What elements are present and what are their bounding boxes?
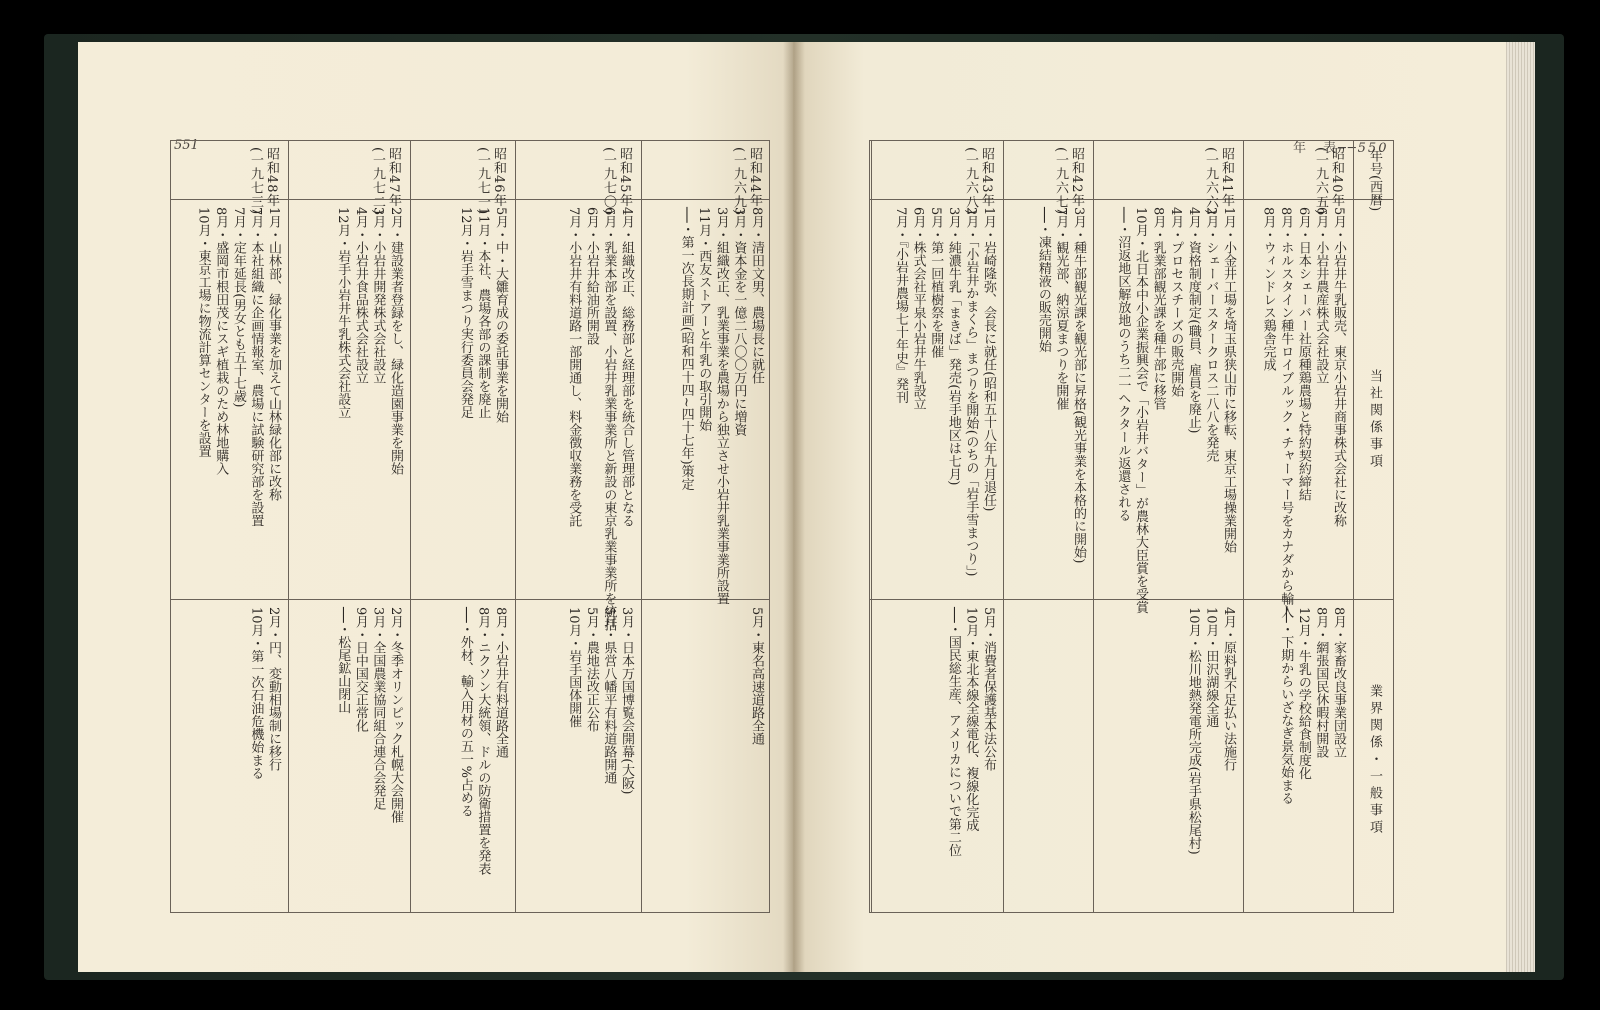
company-entry: 11月・西友ストアーと牛乳の取引開始 <box>696 207 712 432</box>
industry-entry: 5月・消費者保護基本法公布 <box>981 607 996 772</box>
company-entry: 1月・小金井工場を埼玉県狭山市に移転、東京工場操業開始 <box>1221 207 1236 554</box>
left-page <box>78 42 793 972</box>
gutter-shadow <box>783 42 805 972</box>
right-page-number: 550 <box>1357 141 1389 156</box>
era-label: 昭和43年 <box>979 147 994 208</box>
industry-entry: 5月・県営八幡平有料道路開通 <box>601 607 617 785</box>
western-year: (一九七三) <box>248 147 263 216</box>
industry-entry: 2月・冬季オリンピック札幌大会開催 <box>388 607 403 824</box>
western-year: (一九七〇) <box>601 147 616 216</box>
left-row-0 <box>641 141 771 912</box>
industry-entry: 10月・田沢湖線全通 <box>1203 607 1219 728</box>
industry-entry: 12月・牛乳の学校給食制度化 <box>1295 607 1311 780</box>
left-row-1 <box>515 141 641 912</box>
running-head-label: 年 表── <box>1293 141 1358 156</box>
company-entry: ──・第一次長期計画(昭和四十四~四十七年)策定 <box>678 207 694 491</box>
industry-entry: 10月・第一次石油危機始まる <box>248 607 264 780</box>
industry-entry: 2月・円、変動相場制に移行 <box>266 607 281 772</box>
industry-entry: 8月・ニクソン大統領、ドルの防衛措置を発表 <box>475 607 491 876</box>
western-year: (一九六六) <box>1203 147 1218 216</box>
right-timeline-table <box>869 140 1394 913</box>
industry-entry: 10月・岩手国体開催 <box>566 607 582 728</box>
company-entry: 7月・『小岩井農場七十年史』発刊 <box>893 207 908 404</box>
western-year: (一九七二) <box>370 147 385 216</box>
company-entry: 8月・ホルスタイン種牛ロイブルック・チャーマー号をカナダから輸入 <box>1278 207 1294 619</box>
company-entry: 11月・本社、農場各部の課制を廃止 <box>475 207 491 419</box>
era-label: 昭和42年 <box>1069 147 1084 208</box>
company-entry: 8月・盛岡市根田茂にスギ植栽のため林地購入 <box>213 207 229 476</box>
industry-entry: 10月・東北本線全線電化、複線化完成 <box>963 607 979 832</box>
era-label: 昭和46年 <box>491 147 506 208</box>
company-entry: 2月・シェーバースタークロス二八八を発売 <box>1203 207 1219 463</box>
era-label: 昭和48年 <box>264 147 279 208</box>
company-entry: 5月・小岩井牛乳販売、東京小岩井商事株式会社に改称 <box>1331 207 1346 528</box>
left-timeline-table <box>170 140 770 913</box>
company-entry: 2月・建設業者登録をし、緑化造園事業を開始 <box>388 207 403 476</box>
era-label: 昭和44年 <box>747 147 762 208</box>
company-entry: 6月・乳業本部を設置、小岩井乳業事業所と新設の東京乳業事業所を統括 <box>601 207 617 632</box>
company-entry: 8月・乳業部観光課を種牛部に移管 <box>1150 207 1166 411</box>
right-row-3 <box>871 141 1003 912</box>
company-entry: 1月・岩崎隆弥、会長に就任(昭和五十八年九月退任) <box>981 207 996 512</box>
era-label: 昭和40年 <box>1329 147 1344 208</box>
right-page <box>793 42 1506 972</box>
company-entry: 4月・資格制度制定(職員、雇員を廃止) <box>1185 207 1201 434</box>
left-page-number: 551 <box>174 138 199 153</box>
right-row-2 <box>1003 141 1093 912</box>
company-entry: 2月・「小岩井かまくら」まつりを開始(のちの「岩手雪まつり」) <box>963 207 979 577</box>
company-entry: 12月・岩手小岩井牛乳株式会社設立 <box>335 207 351 419</box>
company-entry: 3月・組織改正、乳業事業を農場から独立させ小岩井乳業事業所設置 <box>713 207 729 606</box>
company-entry: 4月・小岩井食品株式会社設立 <box>352 207 368 385</box>
company-entry: 12月・岩手雪まつり実行委員会発足 <box>457 207 473 419</box>
company-entry: 1月・山林部、緑化事業を加えて山林緑化部に改称 <box>266 207 281 502</box>
left-row-3 <box>288 141 410 912</box>
right-row-0 <box>1243 141 1353 912</box>
industry-entry: 8月・小岩井有料道路全通 <box>493 607 508 759</box>
company-entry: 7月・観光部、納涼夏まつりを開催 <box>1053 207 1069 411</box>
company-entry: 7月・定年延長(男女とも五十七歳) <box>230 207 246 408</box>
company-entry: 4月・組織改正、総務部と経理部を統合し管理部となる <box>619 207 634 528</box>
company-entry: 3月・種牛部観光課を観光部に昇格(観光事業を本格的に開始) <box>1071 207 1086 564</box>
industry-entry: 3月・日本万国博覧会開幕(大阪) <box>619 607 634 795</box>
western-year: (一九六九) <box>731 147 746 216</box>
company-entry: 5月・中・大雛育成の委託事業を開始 <box>493 207 508 424</box>
era-label: 昭和45年 <box>617 147 632 208</box>
western-year: (一九七一) <box>475 147 490 216</box>
industry-entry: 8月・家畜改良事業団設立 <box>1331 607 1346 759</box>
industry-entry: 10月・松川地熱発電所完成(岩手県松尾村) <box>1185 607 1201 855</box>
industry-entry: 9月・日中国交正常化 <box>352 607 368 733</box>
western-year: (一九六五) <box>1313 147 1328 216</box>
header-industry: 業界関係・一般事項 <box>1367 684 1382 837</box>
industry-entry: ──・下期からいざなぎ景気始まる <box>1278 607 1294 805</box>
header-company: 当社関係事項 <box>1367 369 1382 471</box>
industry-entry: ──・国民総生産、アメリカについで第二位 <box>945 607 961 857</box>
company-entry: 6月・株式会社平泉小岩井牛乳設立 <box>910 207 926 411</box>
industry-entry: 5月・農地法改正公布 <box>583 607 599 733</box>
company-entry: 5月・第一回植樹祭を開催 <box>928 207 944 359</box>
company-entry: 10月・東京工場に物流計算センターを設置 <box>195 207 211 458</box>
company-entry: 8月・ウィンドレス鶏舎完成 <box>1260 207 1276 372</box>
company-entry: 6月・小岩井給油所開設 <box>583 207 599 346</box>
western-year: (一九六七) <box>1053 147 1068 216</box>
left-row-2 <box>410 141 515 912</box>
industry-entry: 3月・全国農業協同組合連合会発足 <box>370 607 386 811</box>
industry-entry: ──・外材、輸入用材の五一%占める <box>457 607 473 818</box>
company-entry: 3月・資本金を一億二八〇〇万円に増資 <box>731 207 747 437</box>
header-year: 年号(西暦) <box>1367 149 1382 212</box>
right-row-1 <box>1093 141 1243 912</box>
company-entry: ──・沼返地区解放地のうち二一ヘクタール返還される <box>1115 207 1131 522</box>
industry-entry: 4月・原料乳不足払い法施行 <box>1221 607 1236 772</box>
company-entry: 10月・北日本中小企業振興会で「小岩井バター」が農林大臣賞を受賞 <box>1133 207 1148 614</box>
company-entry: ──・凍結精液の販売開始 <box>1035 207 1051 353</box>
industry-entry: ──・松尾鉱山閉山 <box>335 607 351 714</box>
company-entry: 3月・小岩井開発株式会社設立 <box>370 207 386 385</box>
company-entry: 3月・純濃牛乳「まきば」発売(岩手地区は七月) <box>945 207 961 486</box>
company-entry: 6月・日本シェーバー社原種鶏農場と特約契約締結 <box>1295 207 1311 502</box>
company-entry: 8月・清田文男、農場長に就任 <box>749 207 764 385</box>
industry-entry: 8月・網張国民休暇村開設 <box>1313 607 1329 759</box>
company-entry: 7月・本社組織に企画情報室、農場に試験研究部を設置 <box>248 207 264 528</box>
industry-entry: 5月・東名高速道路全通 <box>749 607 764 746</box>
left-row-4 <box>171 141 288 912</box>
header-column <box>1353 141 1395 912</box>
company-entry: 6月・小岩井農産株式会社設立 <box>1313 207 1329 385</box>
era-label: 昭和47年 <box>386 147 401 208</box>
era-label: 昭和41年 <box>1219 147 1234 208</box>
western-year: (一九六八) <box>963 147 978 216</box>
company-entry: 4月・プロセスチーズの販売開始 <box>1168 207 1184 398</box>
company-entry: 7月・小岩井有料道路一部開通し、料金徴収業務を受託 <box>566 207 582 528</box>
